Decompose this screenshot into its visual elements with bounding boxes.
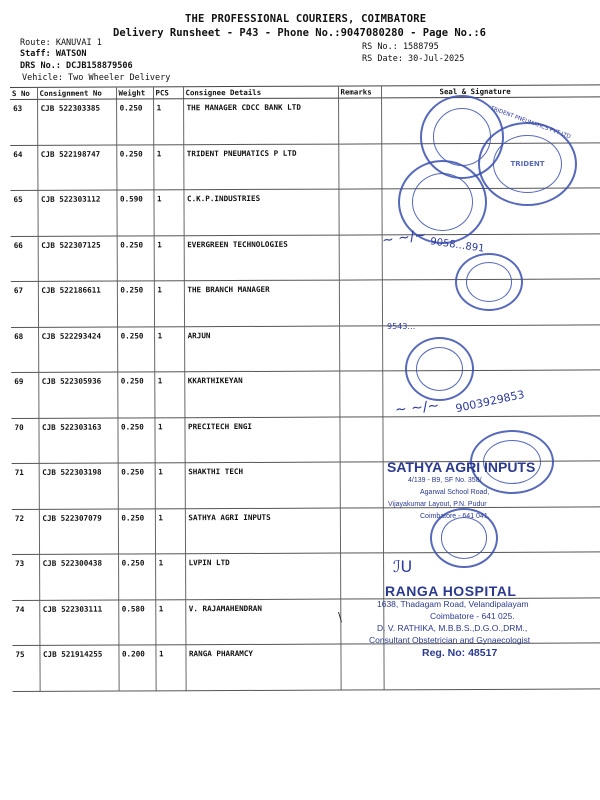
row-consignment-no: CJB 522307125: [38, 236, 117, 282]
drs-number: DRS No.: DCJB158879506: [20, 61, 133, 71]
row-consignment-no: CJB 522303111: [39, 600, 118, 646]
phone-note-66: 9058…891: [429, 236, 486, 255]
row-remarks: [340, 553, 383, 599]
row-pcs: 1: [155, 554, 185, 600]
row-sno: 72: [12, 509, 39, 555]
row-pcs: 1: [153, 190, 183, 236]
col-consignee: Consignee Details: [183, 86, 338, 99]
remarks-tick-75: \: [338, 610, 343, 624]
row-consignee: PRECITECH ENGI: [184, 417, 339, 463]
row-weight: 0.200: [118, 645, 155, 691]
row-remarks: [339, 280, 382, 326]
row-weight: 0.250: [118, 463, 155, 509]
route-label: Route: KANUVAI 1: [20, 38, 102, 48]
row-consignment-no: CJB 522305936: [38, 372, 117, 418]
row-remarks: [339, 325, 382, 371]
ranga-stamp-reg: Reg. No: 48517: [422, 647, 498, 659]
row-sno: 68: [11, 327, 38, 373]
signature-70: ~ ~/~: [394, 397, 441, 419]
row-pcs: 1: [154, 417, 184, 463]
row-sno: 66: [11, 236, 38, 282]
row-consignee: SHAKTHI TECH: [185, 462, 340, 508]
table-row: [12, 506, 600, 554]
row-consignee: C.K.P.INDUSTRIES: [183, 189, 338, 235]
row-remarks: [340, 644, 383, 690]
row-sno: 64: [10, 145, 37, 191]
sathya-stamp-title: SATHYA AGRI INPUTS: [387, 459, 536, 475]
table-row: [12, 643, 600, 691]
table-row: [11, 324, 600, 372]
row-consignee: LVPIN LTD: [185, 553, 340, 599]
row-pcs: 1: [154, 235, 184, 281]
row-weight: 0.250: [117, 417, 154, 463]
sathya-stamp-address-4: Coimbatore - 641 041.: [420, 513, 490, 520]
row-pcs: 1: [155, 645, 185, 691]
row-consignment-no: CJB 522303112: [37, 190, 116, 236]
col-sno: S No: [10, 87, 37, 99]
row-remarks: [339, 371, 382, 417]
row-weight: 0.590: [116, 190, 153, 236]
bank-seal-stamp: [455, 253, 523, 311]
hdfc-bank-stamp: [405, 337, 474, 401]
row-sno: 65: [10, 190, 37, 236]
row-consignment-no: CJB 522198747: [37, 145, 116, 191]
row-consignee: THE BRANCH MANAGER: [184, 280, 339, 326]
row-consignee: EVERGREEN TECHNOLOGIES: [184, 235, 339, 281]
sathya-stamp-address-1: 4/139 - B9, SF No. 358/: [408, 477, 482, 484]
ranga-stamp-doctor: D. V. RATHIKA, M.B.B.S.,D.G.O.,DRM.,: [377, 623, 528, 633]
row-weight: 0.250: [118, 508, 155, 554]
row-weight: 0.580: [118, 599, 155, 645]
row-consignment-no: CJB 522307079: [39, 509, 118, 555]
row-weight: 0.250: [118, 554, 155, 600]
row-remarks: [338, 98, 381, 144]
row-remarks: [339, 416, 382, 462]
row-pcs: 1: [154, 326, 184, 372]
row-weight: 0.250: [117, 326, 154, 372]
row-consignment-no: CJB 522303198: [39, 463, 118, 509]
row-weight: 0.250: [117, 281, 154, 327]
coimbatore-seal-stamp: [430, 508, 498, 568]
rs-date: RS Date: 30-Jul-2025: [362, 54, 465, 64]
row-remarks: [338, 189, 381, 235]
row-remarks: [340, 507, 383, 553]
row-weight: 0.250: [116, 144, 153, 190]
col-pcs: PCS: [153, 87, 183, 99]
row-weight: 0.250: [116, 99, 153, 145]
row-consignment-no: CJB 522293424: [38, 327, 117, 373]
col-weight: Weight: [116, 87, 153, 99]
row-consignment-no: CJB 522186611: [38, 281, 117, 327]
row-consignee: ARJUN: [184, 326, 339, 372]
trident-logo-text: TRIDENT: [510, 160, 545, 168]
row-consignment-no: CJB 522303163: [38, 418, 117, 464]
vehicle-label: Vehicle: Two Wheeler Delivery: [22, 73, 171, 83]
signature-74: ℐU: [393, 557, 413, 576]
row-remarks: [340, 462, 383, 508]
row-consignee: RANGA PHARAMCY: [185, 644, 340, 690]
col-remarks: Remarks: [338, 86, 381, 98]
staff-label: Staff: WATSON: [20, 49, 87, 59]
row-consignment-no: CJB 522300438: [39, 554, 118, 600]
row-consignment-no: CJB 521914255: [39, 645, 118, 691]
row-sno: 73: [12, 554, 39, 600]
row-weight: 0.250: [117, 235, 154, 281]
row-remarks: [338, 143, 381, 189]
ranga-stamp-address-1: 1638, Thadagam Road, Velandipalayam: [377, 599, 529, 609]
company-title: THE PROFESSIONAL COURIERS, COIMBATORE: [185, 13, 427, 25]
row-remarks: [339, 234, 382, 280]
row-pcs: 1: [154, 372, 184, 418]
col-seal: Seal & Signature: [381, 85, 600, 98]
row-consignee: KKARTHIKEYAN: [184, 371, 339, 417]
sathya-stamp-address-2: Agarwal School Road,: [420, 489, 490, 496]
row-consignment-no: CJB 522303385: [37, 99, 116, 145]
row-sno: 75: [12, 645, 39, 691]
row-consignee: THE MANAGER CDCC BANK LTD: [183, 98, 338, 144]
row-sno: 71: [12, 463, 39, 509]
sathya-stamp-address-3: Vijayakumar Layout, P.N. Pudur: [388, 501, 487, 508]
row-pcs: 1: [153, 144, 183, 190]
row-pcs: 1: [153, 99, 183, 145]
row-consignee: TRIDENT PNEUMATICS P LTD: [183, 144, 338, 190]
note-68: 9543…: [387, 322, 416, 331]
row-sno: 67: [11, 281, 38, 327]
row-pcs: 1: [155, 463, 185, 509]
row-sno: 74: [12, 600, 39, 646]
row-weight: 0.250: [117, 372, 154, 418]
row-consignee: V. RAJAMAHENDRAN: [185, 599, 340, 645]
row-sno: 70: [11, 418, 38, 464]
signature-66: ~ ~/~: [381, 226, 428, 250]
row-consignee: SATHYA AGRI INPUTS: [185, 508, 340, 554]
trident-ring-text: TRIDENT PNEUMATICS PVT LTD: [489, 105, 572, 141]
row-pcs: 1: [155, 508, 185, 554]
phone-note-70: 9003929853: [454, 387, 526, 416]
ranga-stamp-address-2: Coimbatore - 641 025.: [430, 611, 515, 621]
row-sno: 69: [11, 372, 38, 418]
ranga-stamp-role: Consultant Obstetrician and Gynaecologist: [369, 635, 531, 645]
row-pcs: 1: [155, 599, 185, 645]
col-consignment: Consignment No: [37, 87, 116, 99]
ranga-stamp-title: RANGA HOSPITAL: [385, 583, 517, 599]
runsheet-title: Delivery Runsheet - P43 - Phone No.:9047080280 - Page No.:6: [113, 27, 486, 39]
row-pcs: 1: [154, 281, 184, 327]
rs-number: RS No.: 1588795: [362, 42, 439, 52]
row-sno: 63: [10, 99, 37, 145]
